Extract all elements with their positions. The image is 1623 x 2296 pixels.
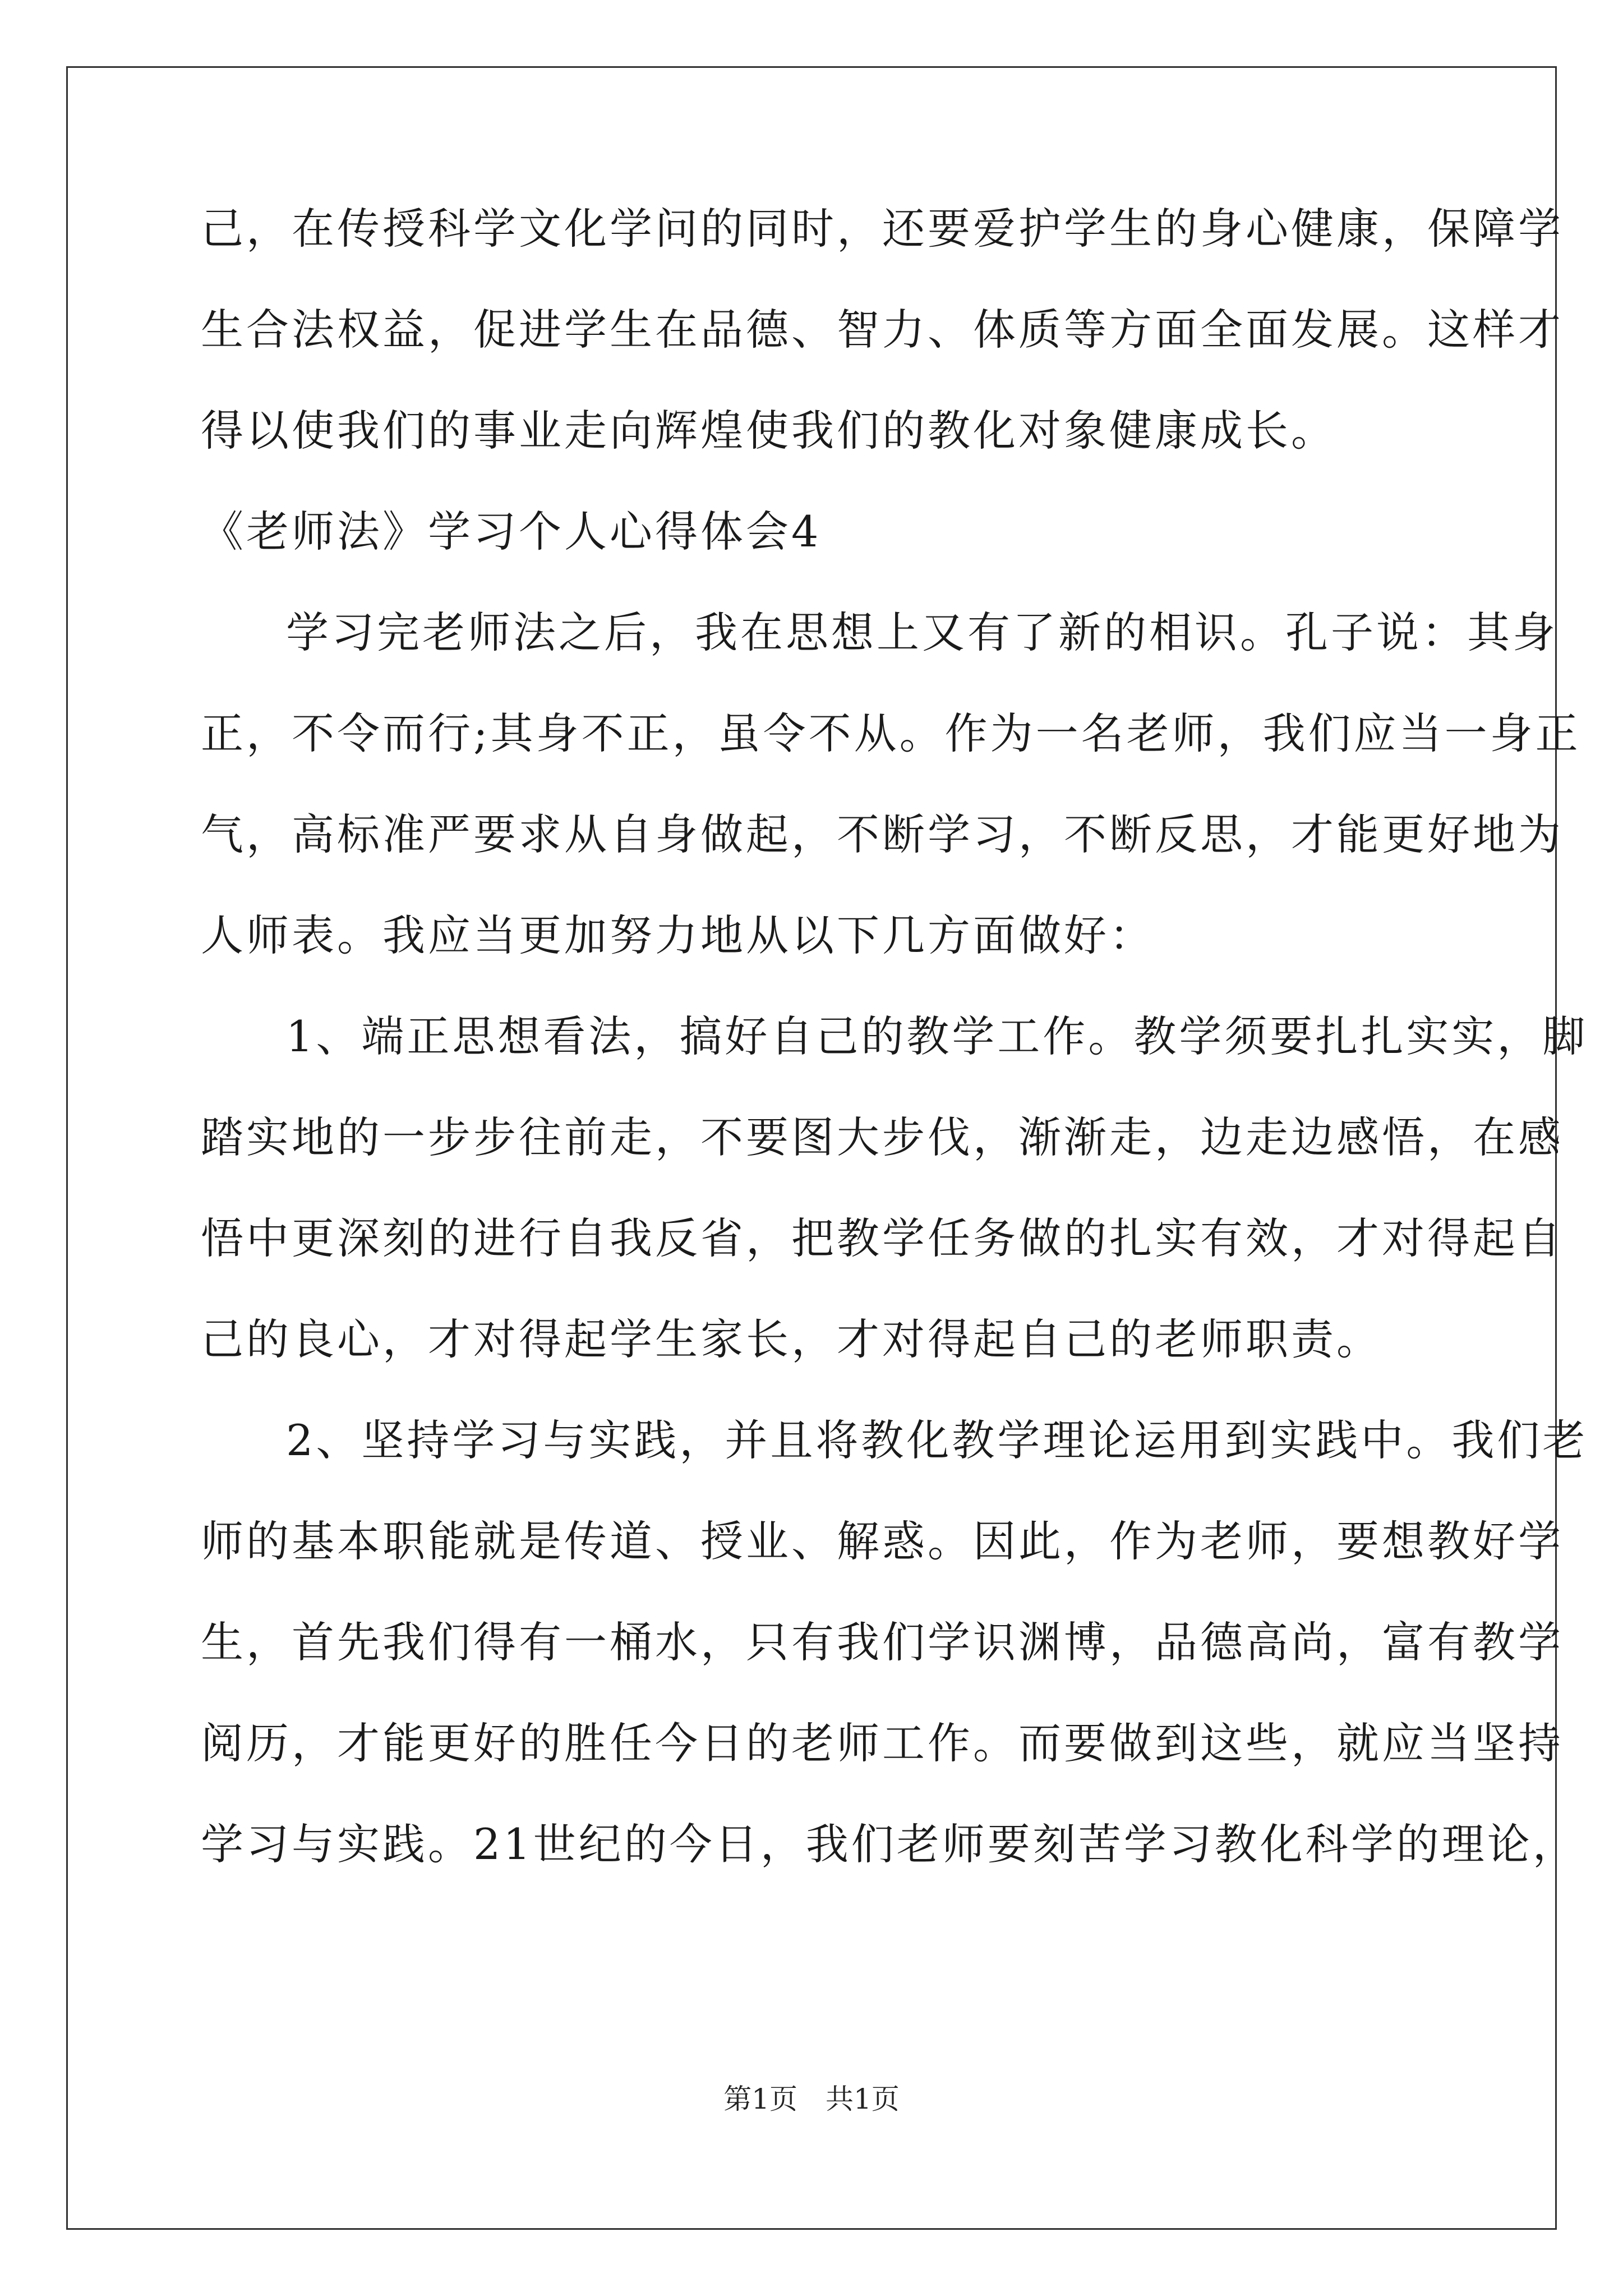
paragraph-line: 己，在传授科学文化学问的同时，还要爱护学生的身心健康，保障学: [201, 204, 1564, 254]
paragraph-line: 得以使我们的事业走向辉煌使我们的教化对象健康成长。: [201, 406, 1336, 455]
section-heading: 《老师法》学习个人心得体会4: [201, 507, 822, 556]
page-number-footer: 第1页 共1页: [723, 2083, 900, 2115]
paragraph-line: 学习完老师法之后，我在思想上又有了新的相识。孔子说：其身: [286, 608, 1558, 657]
paragraph-line: 学习与实践。21世纪的今日，我们老师要刻苦学习教化科学的理论，: [201, 1819, 1578, 1869]
paragraph-line: 生，首先我们得有一桶水，只有我们学识渊博，品德高尚，富有教学: [201, 1617, 1564, 1667]
paragraph-line: 己的良心，才对得起学生家长，才对得起自己的老师职责。: [201, 1314, 1382, 1364]
paragraph-line: 1、端正思想看法，搞好自己的教学工作。教学须要扎扎实实，脚: [286, 1011, 1588, 1061]
paragraph-line: 师的基本职能就是传道、授业、解惑。因此，作为老师，要想教好学: [201, 1516, 1564, 1566]
paragraph-line: 气，高标准严要求从自身做起，不断学习，不断反思，才能更好地为: [201, 809, 1564, 859]
paragraph-line: 正，不令而行;其身不正，虽令不从。作为一名老师，我们应当一身正: [201, 708, 1581, 758]
paragraph-line: 悟中更深刻的进行自我反省，把教学任务做的扎实有效，才对得起自: [201, 1213, 1564, 1263]
paragraph-line: 人师表。我应当更加努力地从以下几方面做好：: [201, 910, 1155, 960]
paragraph-line: 2、坚持学习与实践，并且将教化教学理论运用到实践中。我们老: [286, 1415, 1588, 1465]
paragraph-line: 生合法权益，促进学生在品德、智力、体质等方面全面发展。这样才: [201, 305, 1564, 355]
paragraph-line: 阅历，才能更好的胜任今日的老师工作。而要做到这些，就应当坚持: [201, 1718, 1564, 1768]
paragraph-line: 踏实地的一步步往前走，不要图大步伐，渐渐走，边走边感悟，在感: [201, 1112, 1564, 1162]
